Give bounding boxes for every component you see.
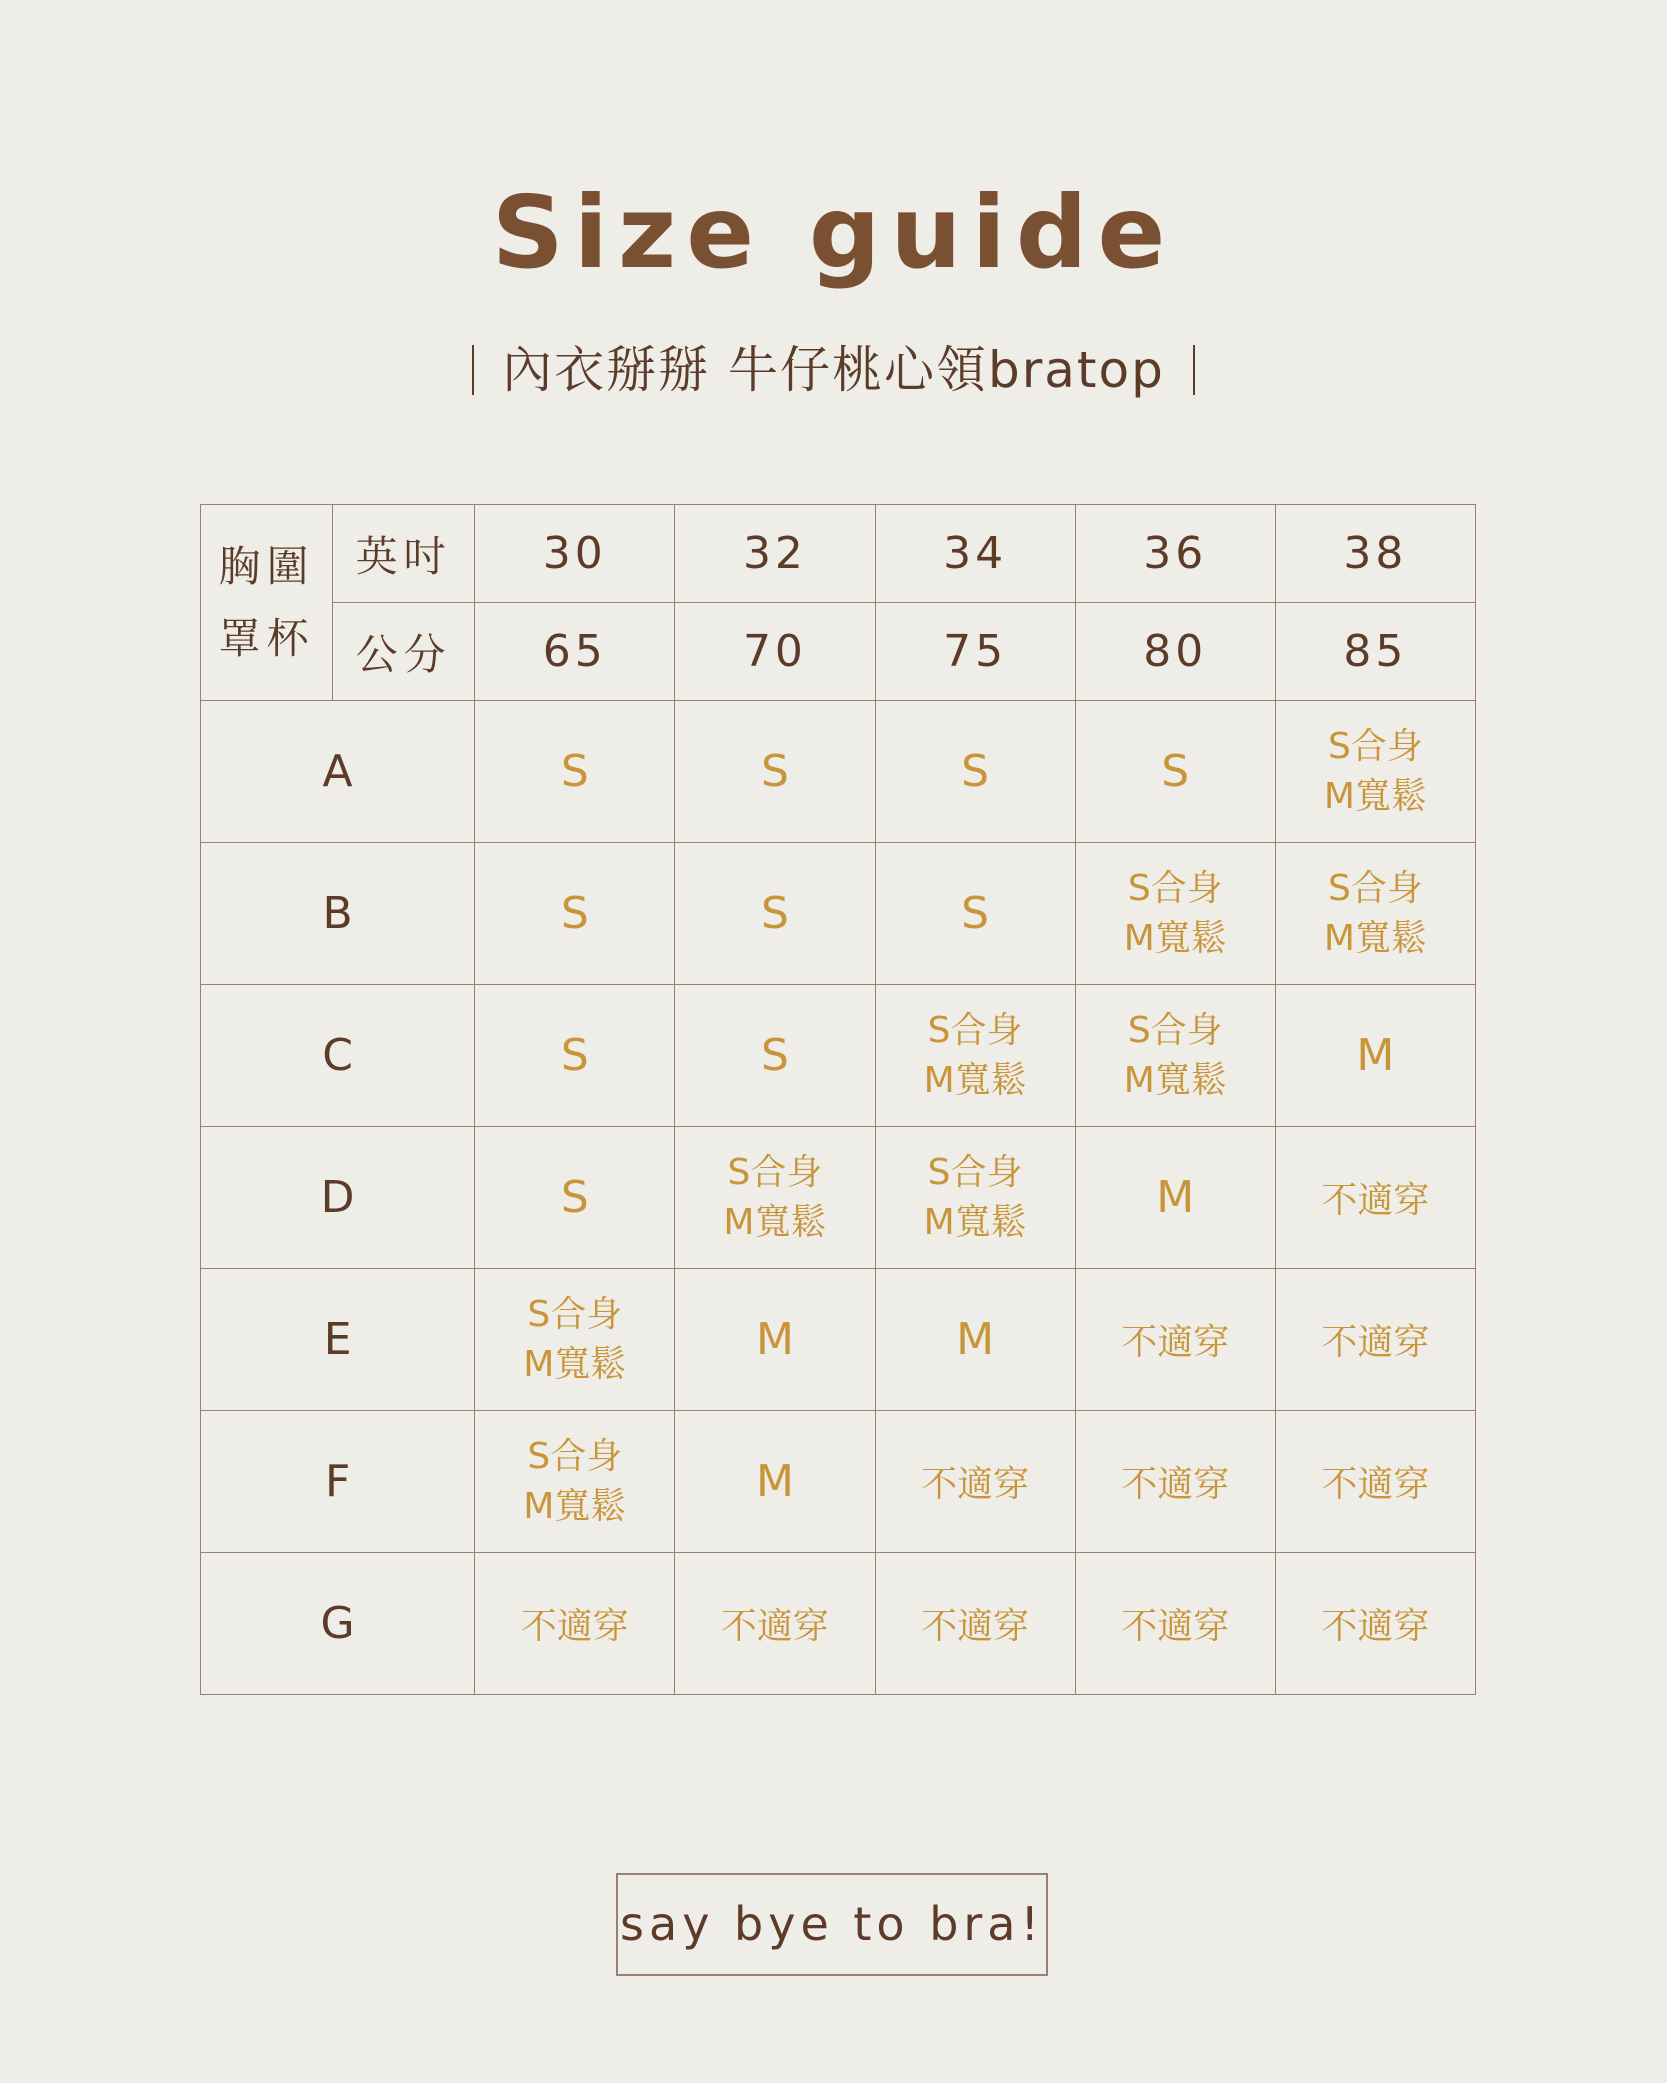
size-cell xyxy=(1275,1411,1475,1553)
corner-label-cup: 罩杯 xyxy=(218,613,315,663)
size-fit-line: S合身 xyxy=(727,1151,823,1193)
size-cell xyxy=(1275,1553,1475,1695)
inch-value: 34 xyxy=(875,505,1075,603)
inch-value: 30 xyxy=(475,505,675,603)
size-cell xyxy=(1275,701,1475,843)
size-loose-line: M寬鬆 xyxy=(923,1201,1027,1243)
size-cell xyxy=(1275,1269,1475,1411)
size-cell: M xyxy=(875,1269,1075,1411)
not-suitable-label: 不適穿 xyxy=(520,1606,629,1647)
cup-label: G xyxy=(201,1553,475,1695)
size-cell: S xyxy=(675,701,875,843)
not-suitable-label: 不適穿 xyxy=(921,1606,1030,1647)
size-cell: S xyxy=(675,843,875,985)
cm-value: 80 xyxy=(1075,603,1275,701)
size-cell: M xyxy=(675,1411,875,1553)
not-suitable-label: 不適穿 xyxy=(921,1464,1030,1505)
table-row xyxy=(201,1553,1476,1695)
size-fit-line: S合身 xyxy=(1127,1009,1223,1051)
inch-value: 32 xyxy=(675,505,875,603)
size-loose-line: M寬鬆 xyxy=(1323,917,1427,959)
size-loose-line: M寬鬆 xyxy=(1323,775,1427,817)
size-loose-line: M寬鬆 xyxy=(1123,917,1227,959)
size-cell xyxy=(875,1127,1075,1269)
size-loose-line: M寬鬆 xyxy=(923,1059,1027,1101)
corner-label-bust: 胸圍 xyxy=(218,541,315,591)
cup-label: F xyxy=(201,1411,475,1553)
table-row xyxy=(201,1411,1476,1553)
table-row xyxy=(201,701,1476,843)
size-cell xyxy=(1075,1269,1275,1411)
size-fit-line: S合身 xyxy=(1327,725,1423,767)
page-title: Size guide xyxy=(491,174,1176,291)
header-row-inches xyxy=(201,505,1476,603)
size-cell: M xyxy=(1275,985,1475,1127)
not-suitable-label: 不適穿 xyxy=(1121,1606,1230,1647)
size-loose-line: M寬鬆 xyxy=(523,1343,627,1385)
size-cell xyxy=(1075,1553,1275,1695)
table-row xyxy=(201,1269,1476,1411)
cup-label: C xyxy=(201,985,475,1127)
cup-label: A xyxy=(201,701,475,843)
size-cell xyxy=(875,1411,1075,1553)
size-fit-line: S合身 xyxy=(1327,867,1423,909)
size-fit-line: S合身 xyxy=(927,1009,1023,1051)
header-row-cm xyxy=(201,603,1476,701)
unit-inch-label: 英吋 xyxy=(333,505,475,603)
size-cell xyxy=(475,1269,675,1411)
not-suitable-label: 不適穿 xyxy=(720,1606,829,1647)
size-cell: M xyxy=(675,1269,875,1411)
size-loose-line: M寬鬆 xyxy=(1123,1059,1227,1101)
size-cell: S xyxy=(675,985,875,1127)
size-cell: S xyxy=(475,985,675,1127)
size-cell xyxy=(875,1553,1075,1695)
not-suitable-label: 不適穿 xyxy=(1121,1322,1230,1363)
size-cell xyxy=(1275,843,1475,985)
size-cell xyxy=(875,985,1075,1127)
size-loose-line: M寬鬆 xyxy=(523,1485,627,1527)
table-row xyxy=(201,985,1476,1127)
size-fit-line: S合身 xyxy=(527,1293,623,1335)
size-table-body xyxy=(201,505,1476,1695)
cm-value: 65 xyxy=(475,603,675,701)
cm-value: 85 xyxy=(1275,603,1475,701)
product-subtitle xyxy=(0,330,1667,410)
size-guide-table xyxy=(200,504,1476,1695)
size-cell xyxy=(475,1411,675,1553)
size-cell xyxy=(675,1553,875,1695)
not-suitable-label: 不適穿 xyxy=(1321,1322,1430,1363)
not-suitable-label: 不適穿 xyxy=(1321,1180,1430,1221)
size-cell: M xyxy=(1075,1127,1275,1269)
inch-value: 36 xyxy=(1075,505,1275,603)
size-cell: S xyxy=(475,701,675,843)
not-suitable-label: 不適穿 xyxy=(1121,1464,1230,1505)
subtitle-left-divider xyxy=(472,345,474,395)
size-cell: S xyxy=(475,843,675,985)
size-fit-line: S合身 xyxy=(927,1151,1023,1193)
corner-label-cell xyxy=(201,505,333,701)
size-cell: S xyxy=(1075,701,1275,843)
not-suitable-label: 不適穿 xyxy=(1321,1606,1430,1647)
cup-label: E xyxy=(201,1269,475,1411)
tagline-box: say bye to bra! xyxy=(616,1873,1048,1976)
not-suitable-label: 不適穿 xyxy=(1321,1464,1430,1505)
size-cell xyxy=(1075,843,1275,985)
cup-label: B xyxy=(201,843,475,985)
cup-label: D xyxy=(201,1127,475,1269)
size-cell xyxy=(1075,1411,1275,1553)
size-cell xyxy=(475,1553,675,1695)
subtitle-right-divider xyxy=(1193,345,1195,395)
inch-value: 38 xyxy=(1275,505,1475,603)
cm-value: 75 xyxy=(875,603,1075,701)
size-cell: S xyxy=(875,843,1075,985)
unit-cm-label: 公分 xyxy=(333,603,475,701)
size-cell xyxy=(675,1127,875,1269)
table-row xyxy=(201,1127,1476,1269)
size-fit-line: S合身 xyxy=(527,1435,623,1477)
size-fit-line: S合身 xyxy=(1127,867,1223,909)
size-loose-line: M寬鬆 xyxy=(723,1201,827,1243)
table-row xyxy=(201,843,1476,985)
size-cell: S xyxy=(875,701,1075,843)
size-cell xyxy=(1275,1127,1475,1269)
subtitle-text: 內衣掰掰 牛仔桃心領bratop xyxy=(502,341,1165,399)
size-cell: S xyxy=(475,1127,675,1269)
cm-value: 70 xyxy=(675,603,875,701)
size-cell xyxy=(1075,985,1275,1127)
